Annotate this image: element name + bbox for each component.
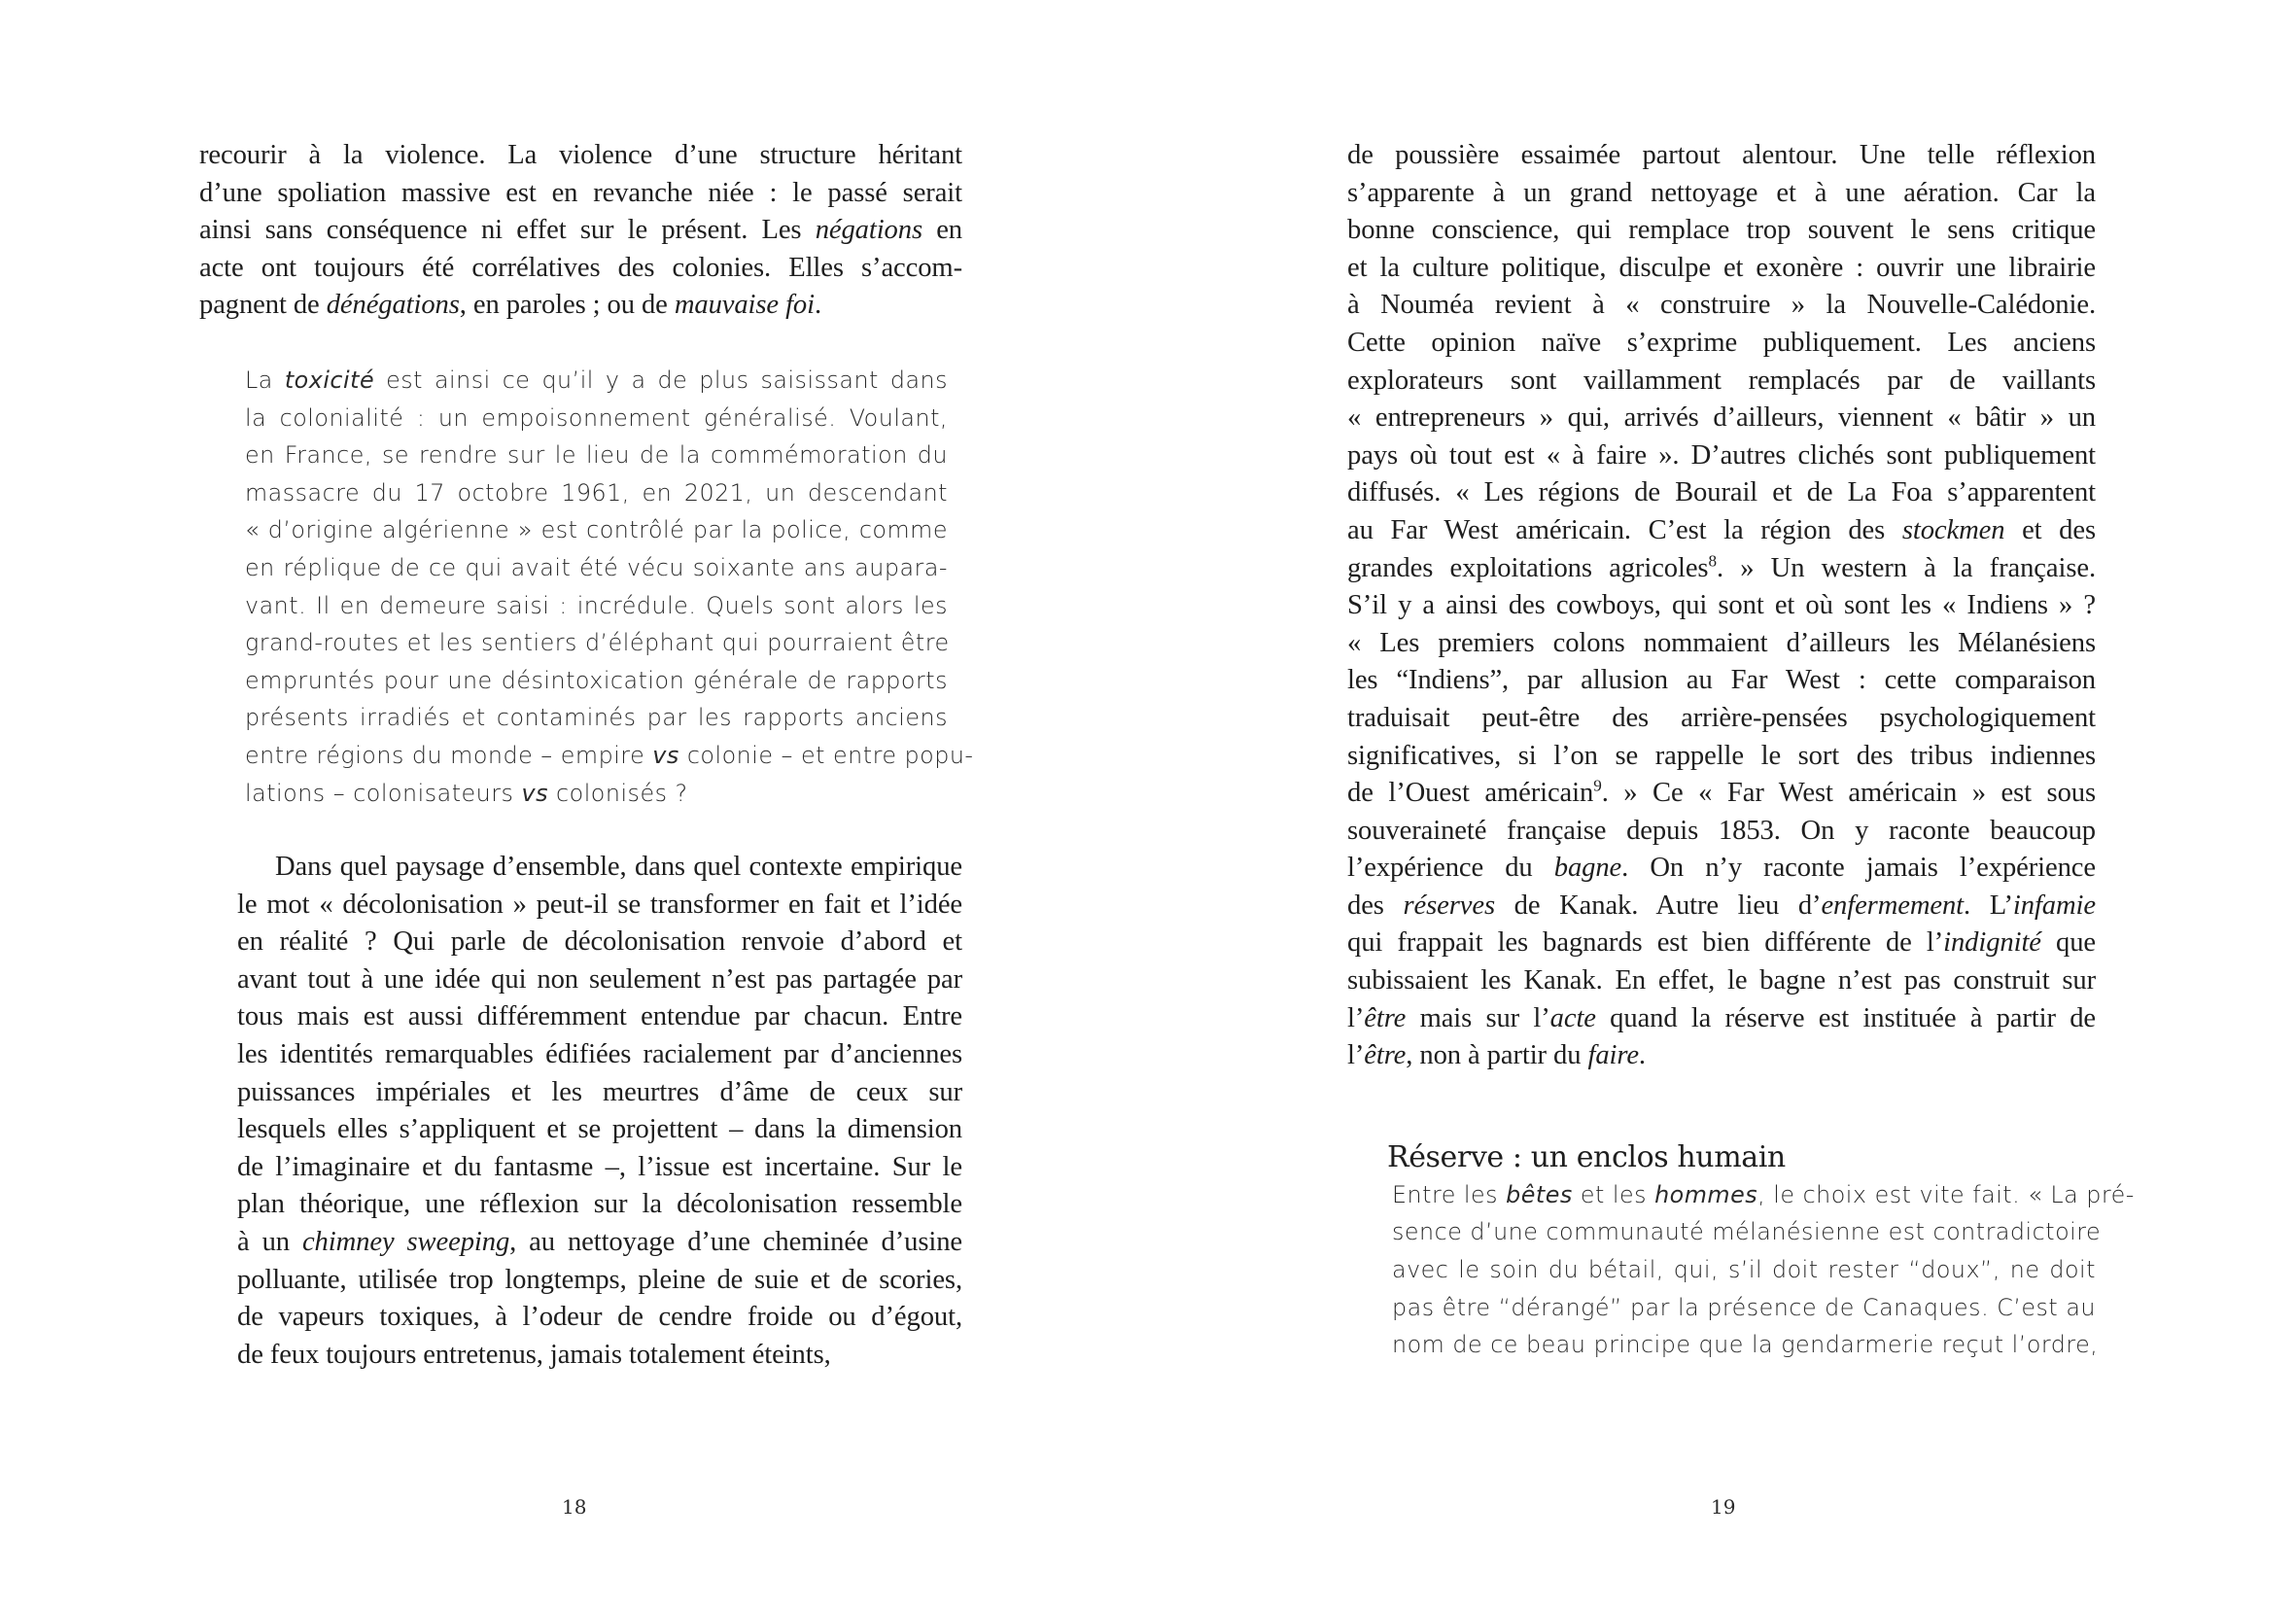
text-line: l’expérience du bagne. On n’y raconte jamais l’expérience <box>1347 853 2096 884</box>
text-line: pays où tout est « à faire ». D’autres clichés sont publiquement <box>1347 439 2096 471</box>
right-page <box>1148 0 2296 1607</box>
text-line: de vapeurs toxiques, à l’odeur de cendre froide ou d’égout, <box>237 1302 962 1333</box>
text-line: acte ont toujours été corrélatives des colonies. Elles s’accom- <box>199 252 962 283</box>
text-line: empruntés pour une désintoxication générale de rapports <box>245 666 948 694</box>
italic-text: stockmen <box>1901 514 2005 545</box>
text-line: de l’imaginaire et du fantasme –, l’issue est incertaine. Sur le <box>237 1151 962 1182</box>
text-line: polluante, utilisée trop longtemps, pleine de suie et de scories, <box>237 1264 962 1295</box>
text-line: vant. Il en demeure saisi : incrédule. Quels sont alors les <box>245 591 948 619</box>
text-line: grandes exploitations agricoles$^8$. » Un western à la française. <box>1347 551 2097 583</box>
text-line: qui frappait les bagnards est bien différente de l’indignité que <box>1347 927 2096 959</box>
text-line: Dans quel paysage d’ensemble, dans quel contexte empirique <box>275 852 962 883</box>
text-line: explorateurs sont vaillamment remplacés par de vaillants <box>1347 365 2096 396</box>
text-line: au Far West américain. C’est la région des stockmen et des <box>1347 514 2096 545</box>
italic-text: vs <box>652 741 679 769</box>
text-line: avant tout à une idée qui non seulement n’est pas partagée par <box>237 963 962 995</box>
paragraph <box>1347 137 2096 1075</box>
text-line: ainsi sans conséquence ni effet sur le présent. Les négations en <box>199 215 962 246</box>
text-line: s’apparente à un grand nettoyage et à une aération. Car la <box>1347 177 2096 208</box>
right-text-column <box>1347 137 2135 1364</box>
italic-text: enfermement <box>1821 890 1965 921</box>
block-quote <box>245 362 974 812</box>
text-line: subissaient les Kanak. En effet, le bagne n’est pas construit sur <box>1347 965 2096 996</box>
text-line: entre régions du monde – empire vs colonie – et entre popu- <box>245 741 974 769</box>
text-line: la colonialité : un empoisonnement généralisé. Voulant, <box>245 403 948 432</box>
italic-text: acte <box>1549 1002 1596 1033</box>
footnote-reference: 9 <box>1593 776 1602 795</box>
text-line: de l’Ouest américain$^9$. » Ce « Far West américain » est sous <box>1347 776 2096 809</box>
italic-text: réserves <box>1403 890 1495 921</box>
italic-text: vs <box>521 779 548 807</box>
text-line: massacre du 17 octobre 1961, en 2021, un descendant <box>245 478 948 507</box>
text-line: à un chimney sweeping, au nettoyage d’une cheminée d’usine <box>237 1227 962 1258</box>
text-line: « entrepreneurs » qui, arrivés d’ailleurs, viennent « bâtir » un <box>1347 402 2096 434</box>
italic-text: bagne <box>1553 853 1622 884</box>
italic-text: bêtes <box>1506 1180 1573 1208</box>
text-line: pagnent de dénégations, en paroles ; ou de mauvaise foi. <box>199 290 822 321</box>
text-line: l’être, non à partir du faire. <box>1347 1040 1646 1071</box>
text-line: traduisait peut-être des arrière-pensées psychologiquement <box>1347 702 2096 733</box>
footnote-reference: 8 <box>1708 551 1717 570</box>
italic-text: indignité <box>1943 927 2041 959</box>
text-line: nom de ce beau principe que la gendarmerie reçut l’ordre, <box>1392 1331 2099 1359</box>
text-line: les “Indiens”, par allusion au Far West : cette comparaison <box>1347 665 2096 696</box>
text-line: significatives, si l’on se rappelle le sort des tribus indiennes <box>1347 740 2096 771</box>
paragraph <box>199 137 962 325</box>
italic-text: chimney sweeping <box>301 1227 510 1258</box>
left-text-column <box>199 137 974 1374</box>
text-line: en réplique de ce qui avait été vécu soixante ans aupara- <box>245 553 948 581</box>
text-line: avec le soin du bétail, qui, s’il doit rester “doux”, ne doit <box>1392 1256 2096 1284</box>
italic-text: toxicité <box>284 366 375 394</box>
italic-text: mauvaise foi <box>674 290 815 321</box>
text-line: de poussière essaimée partout alentour. Une telle réflexion <box>1347 140 2096 170</box>
text-line: bonne conscience, qui remplace trop souvent le sens critique <box>1347 215 2096 246</box>
text-line: tous mais est aussi différemment entendue par chacun. Entre <box>237 1001 962 1032</box>
italic-text: infamie <box>2012 890 2096 921</box>
page-number: 19 <box>1711 1495 1736 1519</box>
italic-text: faire <box>1587 1040 1639 1071</box>
text-line: d’une spoliation massive est en revanche niée : le passé serait <box>199 177 962 208</box>
text-line: des réserves de Kanak. Autre lieu d’enfermement. L’infamie <box>1347 890 2096 921</box>
text-line: « Les premiers colons nommaient d’ailleurs les Mélanésiens <box>1347 627 2096 658</box>
italic-text: dénégations <box>326 290 460 321</box>
text-line: souveraineté française depuis 1853. On y raconte beaucoup <box>1347 815 2096 846</box>
text-line: l’être mais sur l’acte quand la réserve est instituée à partir de <box>1347 1002 2096 1033</box>
italic-text: être <box>1364 1002 1407 1033</box>
text-line: « d’origine algérienne » est contrôlé par la police, comme <box>245 516 948 544</box>
text-line: en réalité ? Qui parle de décolonisation renvoie d’abord et <box>237 926 962 958</box>
text-line: à Nouméa revient à « construire » la Nouvelle-Calédonie. <box>1347 290 2096 321</box>
text-line: Cette opinion naïve s’exprime publiquement. Les anciens <box>1347 327 2096 358</box>
italic-text: négations <box>815 215 922 246</box>
page-number: 18 <box>562 1495 587 1519</box>
text-line: sence d’une communauté mélanésienne est contradictoire <box>1392 1218 2102 1246</box>
text-line: lations – colonisateurs vs colonisés ? <box>245 779 688 807</box>
text-line: présents irradiés et contaminés par les rapports anciens <box>245 704 948 732</box>
text-line: de feux toujours entretenus, jamais totalement éteints, <box>237 1339 831 1370</box>
section-heading: Réserve : un enclos humain <box>1387 1139 1786 1174</box>
text-line: et la culture politique, disculpe et exonère : ouvrir une librairie <box>1347 252 2096 283</box>
text-line: grand-routes et les sentiers d’éléphant qui pourraient être <box>245 629 950 657</box>
text-line: lesquels elles s’appliquent et se projettent – dans la dimension <box>237 1114 962 1145</box>
text-line: les identités remarquables édifiées racialement par d’anciennes <box>237 1039 962 1070</box>
text-line: le mot « décolonisation » peut-il se transformer en fait et l’idée <box>237 889 962 920</box>
text-line: pas être “dérangé” par la présence de Canaques. C’est au <box>1392 1293 2096 1321</box>
text-line: La toxicité est ainsi ce qu’il y a de plus saisissant dans <box>245 366 949 394</box>
italic-text: hommes <box>1654 1180 1758 1208</box>
italic-text: être <box>1364 1040 1407 1071</box>
text-line: diffusés. « Les régions de Bourail et de La Foa s’apparentent <box>1347 477 2096 508</box>
text-line: Entre les bêtes et les hommes, le choix est vite fait. « La pré- <box>1392 1180 2135 1208</box>
text-line: plan théorique, une réflexion sur la décolonisation ressemble <box>237 1189 962 1220</box>
paragraph <box>199 849 962 1374</box>
section-quote <box>1392 1176 2135 1364</box>
text-line: en France, se rendre sur le lieu de la commémoration du <box>245 441 948 470</box>
text-line: recourir à la violence. La violence d’une structure héritant <box>199 140 962 170</box>
text-line: puissances impériales et les meurtres d’âme de ceux sur <box>237 1076 962 1107</box>
text-line: S’il y a ainsi des cowboys, qui sont et où sont les « Indiens » ? <box>1347 590 2096 621</box>
